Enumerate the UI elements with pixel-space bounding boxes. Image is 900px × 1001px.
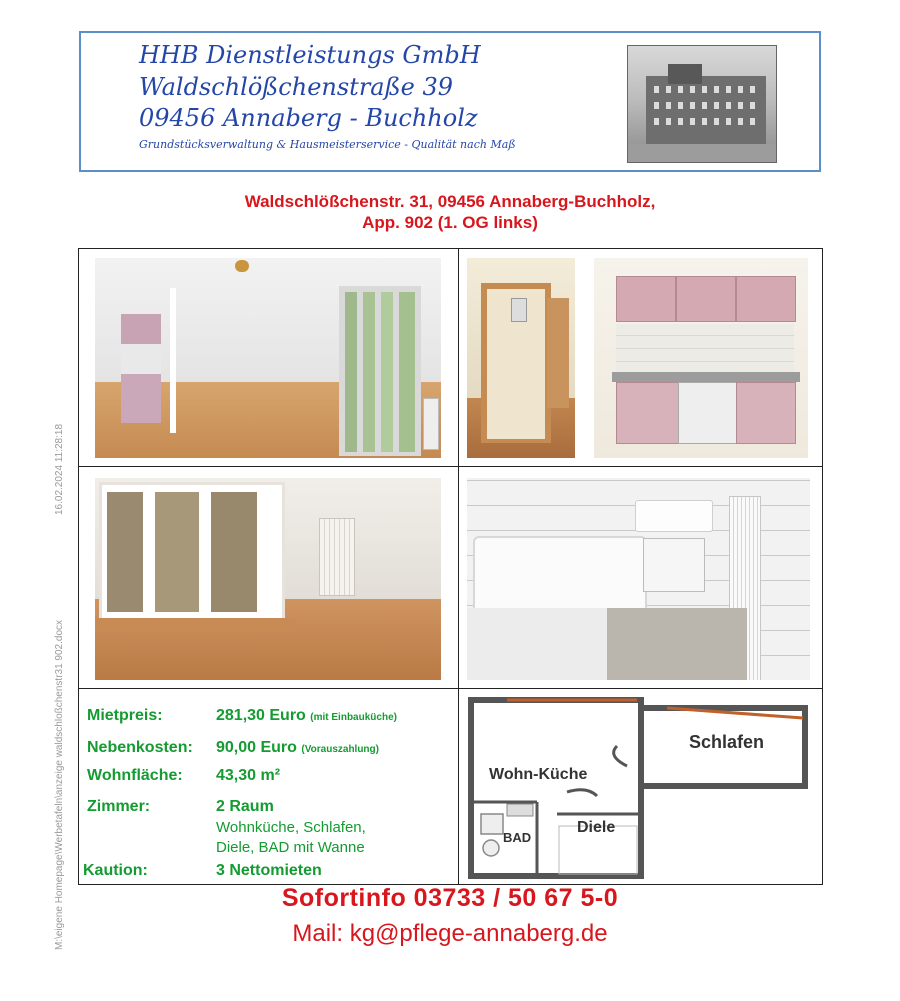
rooms-label: Zimmer: (87, 798, 151, 815)
apartment-address: Waldschlößchenstr. 31, 09456 Annaberg-Buchholz, (244, 192, 656, 211)
kitchen-photo (594, 258, 808, 458)
rooms-detail-1: Wohnküche, Schlafen, (216, 819, 366, 836)
service-costs-value (216, 739, 379, 757)
rooms-value: 2 Raum (216, 798, 274, 815)
company-name: HHB Dienstleistungs GmbH (139, 41, 481, 69)
company-city: 09456 Annaberg - Buchholz (139, 104, 478, 132)
living-area-label: Wohnfläche: (87, 767, 183, 784)
room-label-bad: BAD (503, 830, 532, 845)
file-path-note: M:\eigene Homepage\Werbetafeln\anzeige waldschloßchenstr31 902.docx (54, 619, 65, 950)
living-room-photo (95, 258, 441, 458)
rooms-detail-2: Diele, BAD mit Wanne (216, 839, 365, 856)
rent-amount: 281,30 Euro (216, 707, 306, 724)
room-label-diele: Diele (577, 819, 616, 836)
apartment-unit: App. 902 (1. OG links) (362, 213, 538, 232)
listing-grid (78, 248, 823, 885)
hallway-photo (467, 258, 575, 458)
rent-note: (mit Einbauküche) (310, 712, 397, 723)
room-label-wohnkueche: Wohn-Küche (489, 766, 588, 783)
contact-phone: Sofortinfo 03733 / 50 67 5-0 (281, 884, 619, 912)
contact-email[interactable]: Mail: kg@pflege-annaberg.de (292, 920, 608, 947)
living-area-value: 43,30 m² (216, 767, 281, 784)
deposit-label: Kaution: (83, 862, 148, 879)
company-street: Waldschlößchenstraße 39 (139, 73, 454, 101)
bedroom-photo (95, 478, 441, 680)
bathroom-photo (467, 478, 810, 680)
building-photo (627, 45, 777, 163)
floorplan (467, 696, 817, 880)
floorplan-drawing (467, 696, 817, 880)
service-costs-note: (Vorauszahlung) (301, 744, 379, 755)
company-tagline: Grundstücksverwaltung & Hausmeisterservice - Qualität nach Maß (139, 138, 516, 151)
service-costs-label: Nebenkosten: (87, 739, 193, 756)
rent-value (216, 707, 397, 725)
rent-label: Mietpreis: (87, 707, 163, 724)
print-date-note: 16.02.2024 11:28:18 (54, 423, 65, 515)
service-costs-amount: 90,00 Euro (216, 739, 297, 756)
deposit-value: 3 Nettomieten (216, 862, 322, 879)
company-header (79, 31, 821, 172)
room-label-schlafen: Schlafen (689, 732, 765, 752)
